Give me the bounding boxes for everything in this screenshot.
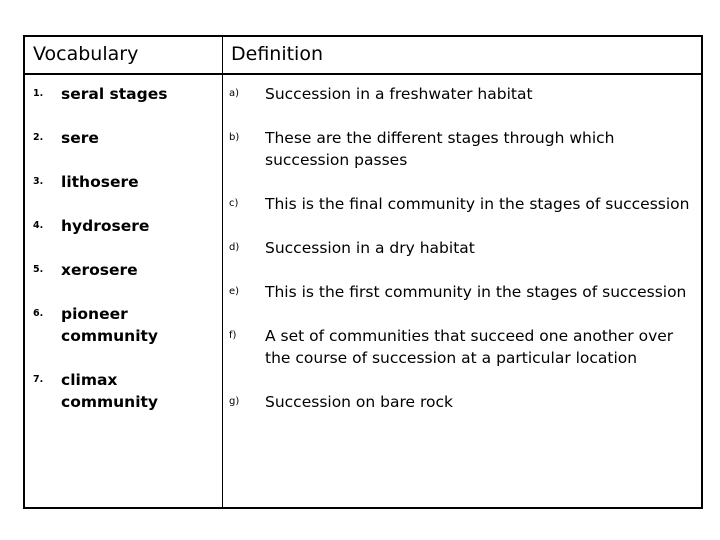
- vocabulary-list: [25, 83, 222, 413]
- definition-text: Succession in a freshwater habitat: [265, 85, 533, 103]
- definition-item: [223, 127, 701, 171]
- vocabulary-term: sere: [61, 129, 99, 147]
- definition-item: [223, 237, 701, 259]
- vocabulary-term: climax community: [61, 371, 159, 411]
- definition-text: This is the first community in the stages of succession: [265, 283, 687, 301]
- vocabulary-term: pioneer community: [61, 305, 159, 345]
- vocabulary-number: 6.: [33, 308, 44, 319]
- definition-item: [223, 391, 701, 413]
- vocabulary-item: [25, 259, 222, 281]
- definition-letter: e): [229, 286, 240, 297]
- vocabulary-number: 7.: [33, 374, 44, 385]
- definition-letter: f): [229, 330, 237, 341]
- definition-text: This is the final community in the stages of succession: [265, 195, 690, 213]
- definition-item: [223, 325, 701, 369]
- definition-column: [223, 75, 701, 507]
- vocabulary-term: hydrosere: [61, 217, 150, 235]
- definition-letter: d): [229, 242, 240, 253]
- definition-list: [223, 83, 701, 413]
- definition-header: Definition: [223, 37, 701, 75]
- vocabulary-number: 2.: [33, 132, 44, 143]
- definition-letter: a): [229, 88, 240, 99]
- vocabulary-number: 3.: [33, 176, 44, 187]
- definition-item: [223, 281, 701, 303]
- vocabulary-number: 4.: [33, 220, 44, 231]
- definition-text: Succession in a dry habitat: [265, 239, 475, 257]
- definition-letter: c): [229, 198, 239, 209]
- vocabulary-number: 5.: [33, 264, 44, 275]
- vocabulary-term: lithosere: [61, 173, 139, 191]
- vocabulary-column: [25, 75, 223, 507]
- vocabulary-item: [25, 303, 222, 347]
- definition-text: Succession on bare rock: [265, 393, 454, 411]
- vocabulary-item: [25, 127, 222, 149]
- definition-text: A set of communities that succeed one another over the course of succession at a particular location: [265, 327, 674, 367]
- definition-letter: b): [229, 132, 240, 143]
- definition-text: These are the different stages through which succession passes: [265, 129, 615, 169]
- vocabulary-term: xerosere: [61, 261, 138, 279]
- definition-letter: g): [229, 396, 240, 407]
- vocabulary-item: [25, 215, 222, 237]
- definition-item: [223, 193, 701, 215]
- definition-item: [223, 83, 701, 105]
- vocabulary-number: 1.: [33, 88, 44, 99]
- vocabulary-term: seral stages: [61, 85, 168, 103]
- vocabulary-header: Vocabulary: [25, 37, 223, 75]
- vocabulary-item: [25, 369, 222, 413]
- vocabulary-item: [25, 171, 222, 193]
- vocabulary-table: [23, 35, 703, 509]
- vocabulary-item: [25, 83, 222, 105]
